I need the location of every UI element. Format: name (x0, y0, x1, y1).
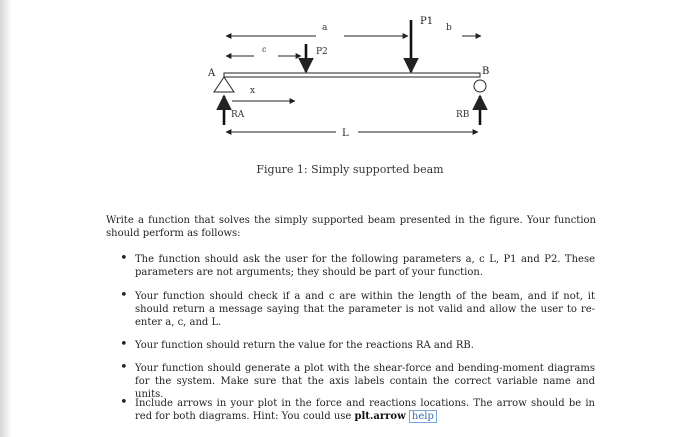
label-c: c (262, 45, 267, 54)
label-b: b (446, 23, 452, 33)
label-p1: P1 (420, 16, 434, 27)
label-ra: RA (231, 110, 245, 120)
label-l: L (342, 128, 349, 139)
figure-caption: Figure 1: Simply supported beam (256, 163, 444, 176)
bullet-plot: • Your function should generate a plot with the shear-force and bending-moment diagrams for the system. Make sure that the axis labels contain the correct variable name and units. (135, 362, 595, 401)
label-rb: RB (456, 110, 470, 120)
bullet-validation: • Your function should check if a and c are within the length of the beam, and if not, it should return a message saying that the parameter is not valid and allow the user to re-enter a, c, and L. (135, 290, 595, 329)
pin-support-a (214, 77, 234, 92)
label-a-end: A (208, 68, 216, 79)
bullet-parameters: • The function should ask the user for the following parameters a, c L, P1 and P2. These parameters are not arguments; they should be part of your function. (135, 253, 595, 279)
intro-paragraph: Write a function that solves the simply supported beam presented in the figure. Your function should perform as follows: (106, 215, 596, 239)
help-link[interactable]: help (409, 410, 437, 423)
label-a: a (322, 23, 328, 33)
bullet-reactions: • Your function should return the value for the reactions RA and RB. (135, 339, 595, 352)
code-plt-arrow: plt.arrow (354, 411, 406, 422)
roller-support-b (474, 80, 486, 92)
label-x: x (250, 86, 256, 96)
label-b-end: B (482, 66, 490, 77)
beam (224, 73, 480, 77)
bullet-arrows (135, 397, 595, 423)
bullet-arrows-text: Include arrows in your plot in the force and reactions locations. The arrow should be in red for both diagrams. Hint: You could use (135, 398, 595, 422)
label-p2: P2 (316, 47, 328, 57)
